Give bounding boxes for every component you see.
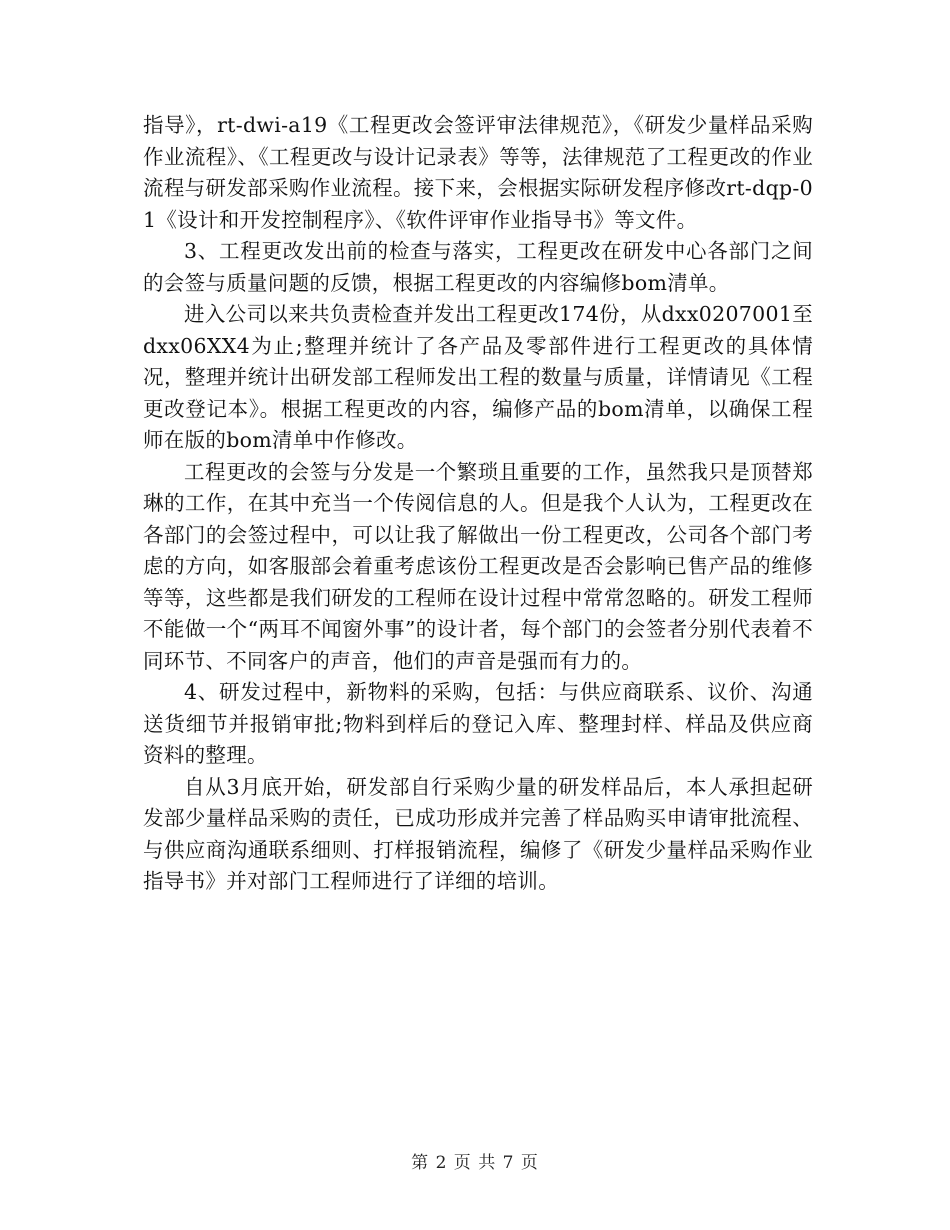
paragraph-3: 进入公司以来共负责检查并发出工程更改174份，从dxx0207001至dxx06XX4为止;整理并统计了各产品及零部件进行工程更改的具体情况，整理并统计出研发部工程师发出工程的数量与质量，详情请见《工程更改登记本》。根据工程更改的内容，编修产品的bom清单，以确保工程师在版的bom清单中作修改。 [143, 302, 813, 452]
paragraph-5: 4、研发过程中，新物料的采购，包括：与供应商联系、议价、沟通送货细节并报销审批;物料到样后的登记入库、整理封样、样品及供应商资料的整理。 [143, 680, 813, 767]
page-footer: 第 2 页 共 7 页 [411, 1153, 539, 1173]
paragraph-6: 自从3月底开始，研发部自行采购少量的研发样品后，本人承担起研发部少量样品采购的责任，已成功形成并完善了样品购买申请审批流程、与供应商沟通联系细则、打样报销流程，编修了《研发少量样品采购作业指导书》并对部门工程师进行了详细的培训。 [143, 774, 813, 893]
paragraph-2: 3、工程更改发出前的检查与落实，工程更改在研发中心各部门之间的会签与质量问题的反馈，根据工程更改的内容编修bom清单。 [143, 239, 813, 295]
paragraph-4: 工程更改的会签与分发是一个繁琐且重要的工作，虽然我只是顶替郑琳的工作，在其中充当一个传阅信息的人。但是我个人认为，工程更改在各部门的会签过程中，可以让我了解做出一份工程更改，公司各个部门考虑的方向，如客服部会着重考虑该份工程更改是否会影响已售产品的维修等等，这些都是我们研发的工程师在设计过程中常常忽略的。研发工程师不能做一个“两耳不闻窗外事”的设计者，每个部门的会签者分别代表着不同环节、不同客户的声音，他们的声音是强而有力的。 [143, 459, 813, 673]
document-body [143, 110, 813, 898]
paragraph-1: 指导》，rt-dwi-a19《工程更改会签评审法律规范》，《研发少量样品采购作业流程》、《工程更改与设计记录表》等等，法律规范了工程更改的作业流程与研发部采购作业流程。接下来，会根据实际研发程序修改rt-dqp-01《设计和开发控制程序》、《软件评审作业指导书》等文件。 [143, 113, 813, 232]
